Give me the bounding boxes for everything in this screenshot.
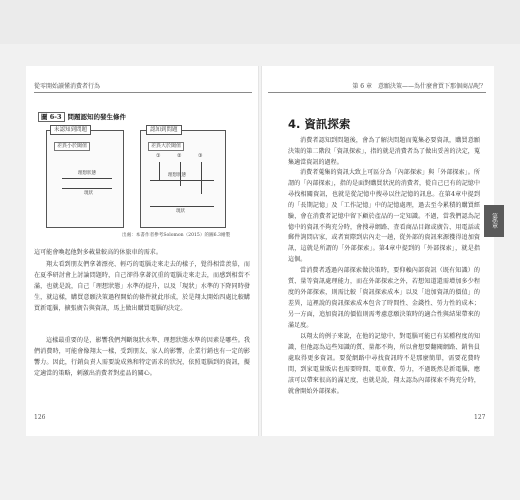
right-header-rule [268,92,486,93]
left-page-number: 126 [34,414,46,421]
right-paragraph-1: 消費者認知到問題後，會為了解決問題而蒐集必要資訊，購買意願決策的第二階段「資訊探索」，指的就是消費者為了做出妥善的決定，蒐集適當資訊的過程。 [288,137,480,166]
problem-recognized-actual-label: 現狀 [176,209,185,214]
no-problem-gap-label: 差異小於閾值 [54,142,90,151]
problem-recognized-gap-label: 差異大於閾值 [148,142,184,151]
marker-3: ③ [198,153,203,159]
right-paragraph-4: 以翔太的例子來說，在他的記憶中，對電腦可能已有某種程度的知識，但他認為這些知識的質、量都不夠，所以會想要翻閱網路、銷售員處取得更多資訊。要從網路中尋找資訊時不是那麼簡單，需要花費時間，到家電量販店也需要時間、電車費、勞力，不過既然是新電腦，應該可以帶來很高的滿足度，也就是說，翔太認為內部探索不夠充分時，就會開始外部探索。 [288,333,480,395]
chapter-tab: 第6章 [484,205,504,237]
no-problem-ideal-label: 理想狀態 [78,171,96,176]
figure-title-text: 問題認知的發生條件 [67,113,127,121]
top-strip [0,0,520,44]
left-paragraph-3: 這樣最重要的是，影響我們判斷現狀水準、理想狀態水準的因素是哪些。我們消費時，可能會像翔太一樣，受到朋友、家人的影響，企業行銷也有一定的影響力。因此，行銷負責人需要說成熟和特定需求的狀況，依照電腦到的資訊，擬定適當的策略，刺激出消費者對產品的關心。 [34,337,250,377]
figure-title [38,112,126,121]
right-page-number: 127 [474,414,486,421]
no-problem-ideal-line [62,178,112,179]
arrow-1 [159,162,160,180]
right-paragraph-3: 當消費者透過內部探索做決策時，要仰賴內部資訊（既有知識）的質、量等資訊處理能力，而在外部探索之外，若想知道還需增加多少程度的外部探索，則需比較「資訊探索成本」以及「追加資訊的價值」的差異，這裡說的資訊探索成本包含了時間性、金錢性、勞力性的成本；另一方面，追加資訊的價值則需考慮意願決策時的適合性與結果帶來的滿足度。 [288,267,480,329]
problem-recognized-ideal-label: 理想狀態 [168,173,186,178]
problem-recognized-title: 認知到問題 [146,125,182,135]
no-problem-title: 未認知到問題 [50,125,91,135]
section-title: 4. 資訊探索 [288,117,351,131]
problem-recognized-actual-line [150,206,214,207]
left-running-header: 從零開始讀懂消費者行為 [34,83,101,90]
book-spine [258,66,262,436]
left-header-rule [34,92,252,93]
left-paragraph-1: 這可能會喚起他對多載量較高的休旅車的需求。 [34,249,162,256]
figure-caption: 出處：本書作者參考Solomon（2015）的圖6.3繪製 [122,233,231,238]
arrow-3 [201,162,202,194]
figure-6-3 [34,108,250,242]
figure-label: 圖 6-3 [38,112,65,122]
marker-2: ② [177,153,182,159]
right-paragraph-2: 消費者蒐集的資訊大致上可區分為「內部探索」與「外部探索」。所謂的「內部探索」，指的是面對購買狀況的消費者，從自己已有的記憶中尋找相關資訊，也就是從記憶中搜尋以往記憶的訊息。在第4章中提到的「長期記憶」及「工作記憶」中的記憶處理，過去至今累積的購買經驗，會在消費者記憶中留下顧於產品的一定知識。不過，當我們認為記憶中的資訊不夠充分時，會搜尋網路、査看商品目錄或廣告、用電話或郵件詢問店家，或者實際到店內走一趟，從外部的資訊來源獲得追加資訊，這就是所謂的「外部探索」。第4章中提到的「外部探索」，就是指這個。 [288,169,480,264]
no-problem-actual-label: 現狀 [84,191,93,196]
problem-recognized-ideal-line [150,180,214,181]
left-paragraph-2: 翔太看到朋友們拿著漂亮、輕巧的電腦走來走去的樣子，覺得相當羨慕，而在夏季研討會上討論問題時，自己卻得拿著沉重的電腦走來走去，而感到相當不滿，也就是說，自己「理想狀態」水準的提升，以及「現狀」水準的下降同時發生，就這樣，購買意願決策過程開始的條件就此形成，於是翔太開始四處比較購買新電腦，擴張廣告與資訊，馬上做出購買電腦的決定。 [34,261,250,312]
no-problem-actual-line [62,188,112,189]
marker-1: ① [156,153,161,159]
right-running-header: 第 6 章 意願決策——為什麼會買下那個商品呢？ [352,83,486,90]
